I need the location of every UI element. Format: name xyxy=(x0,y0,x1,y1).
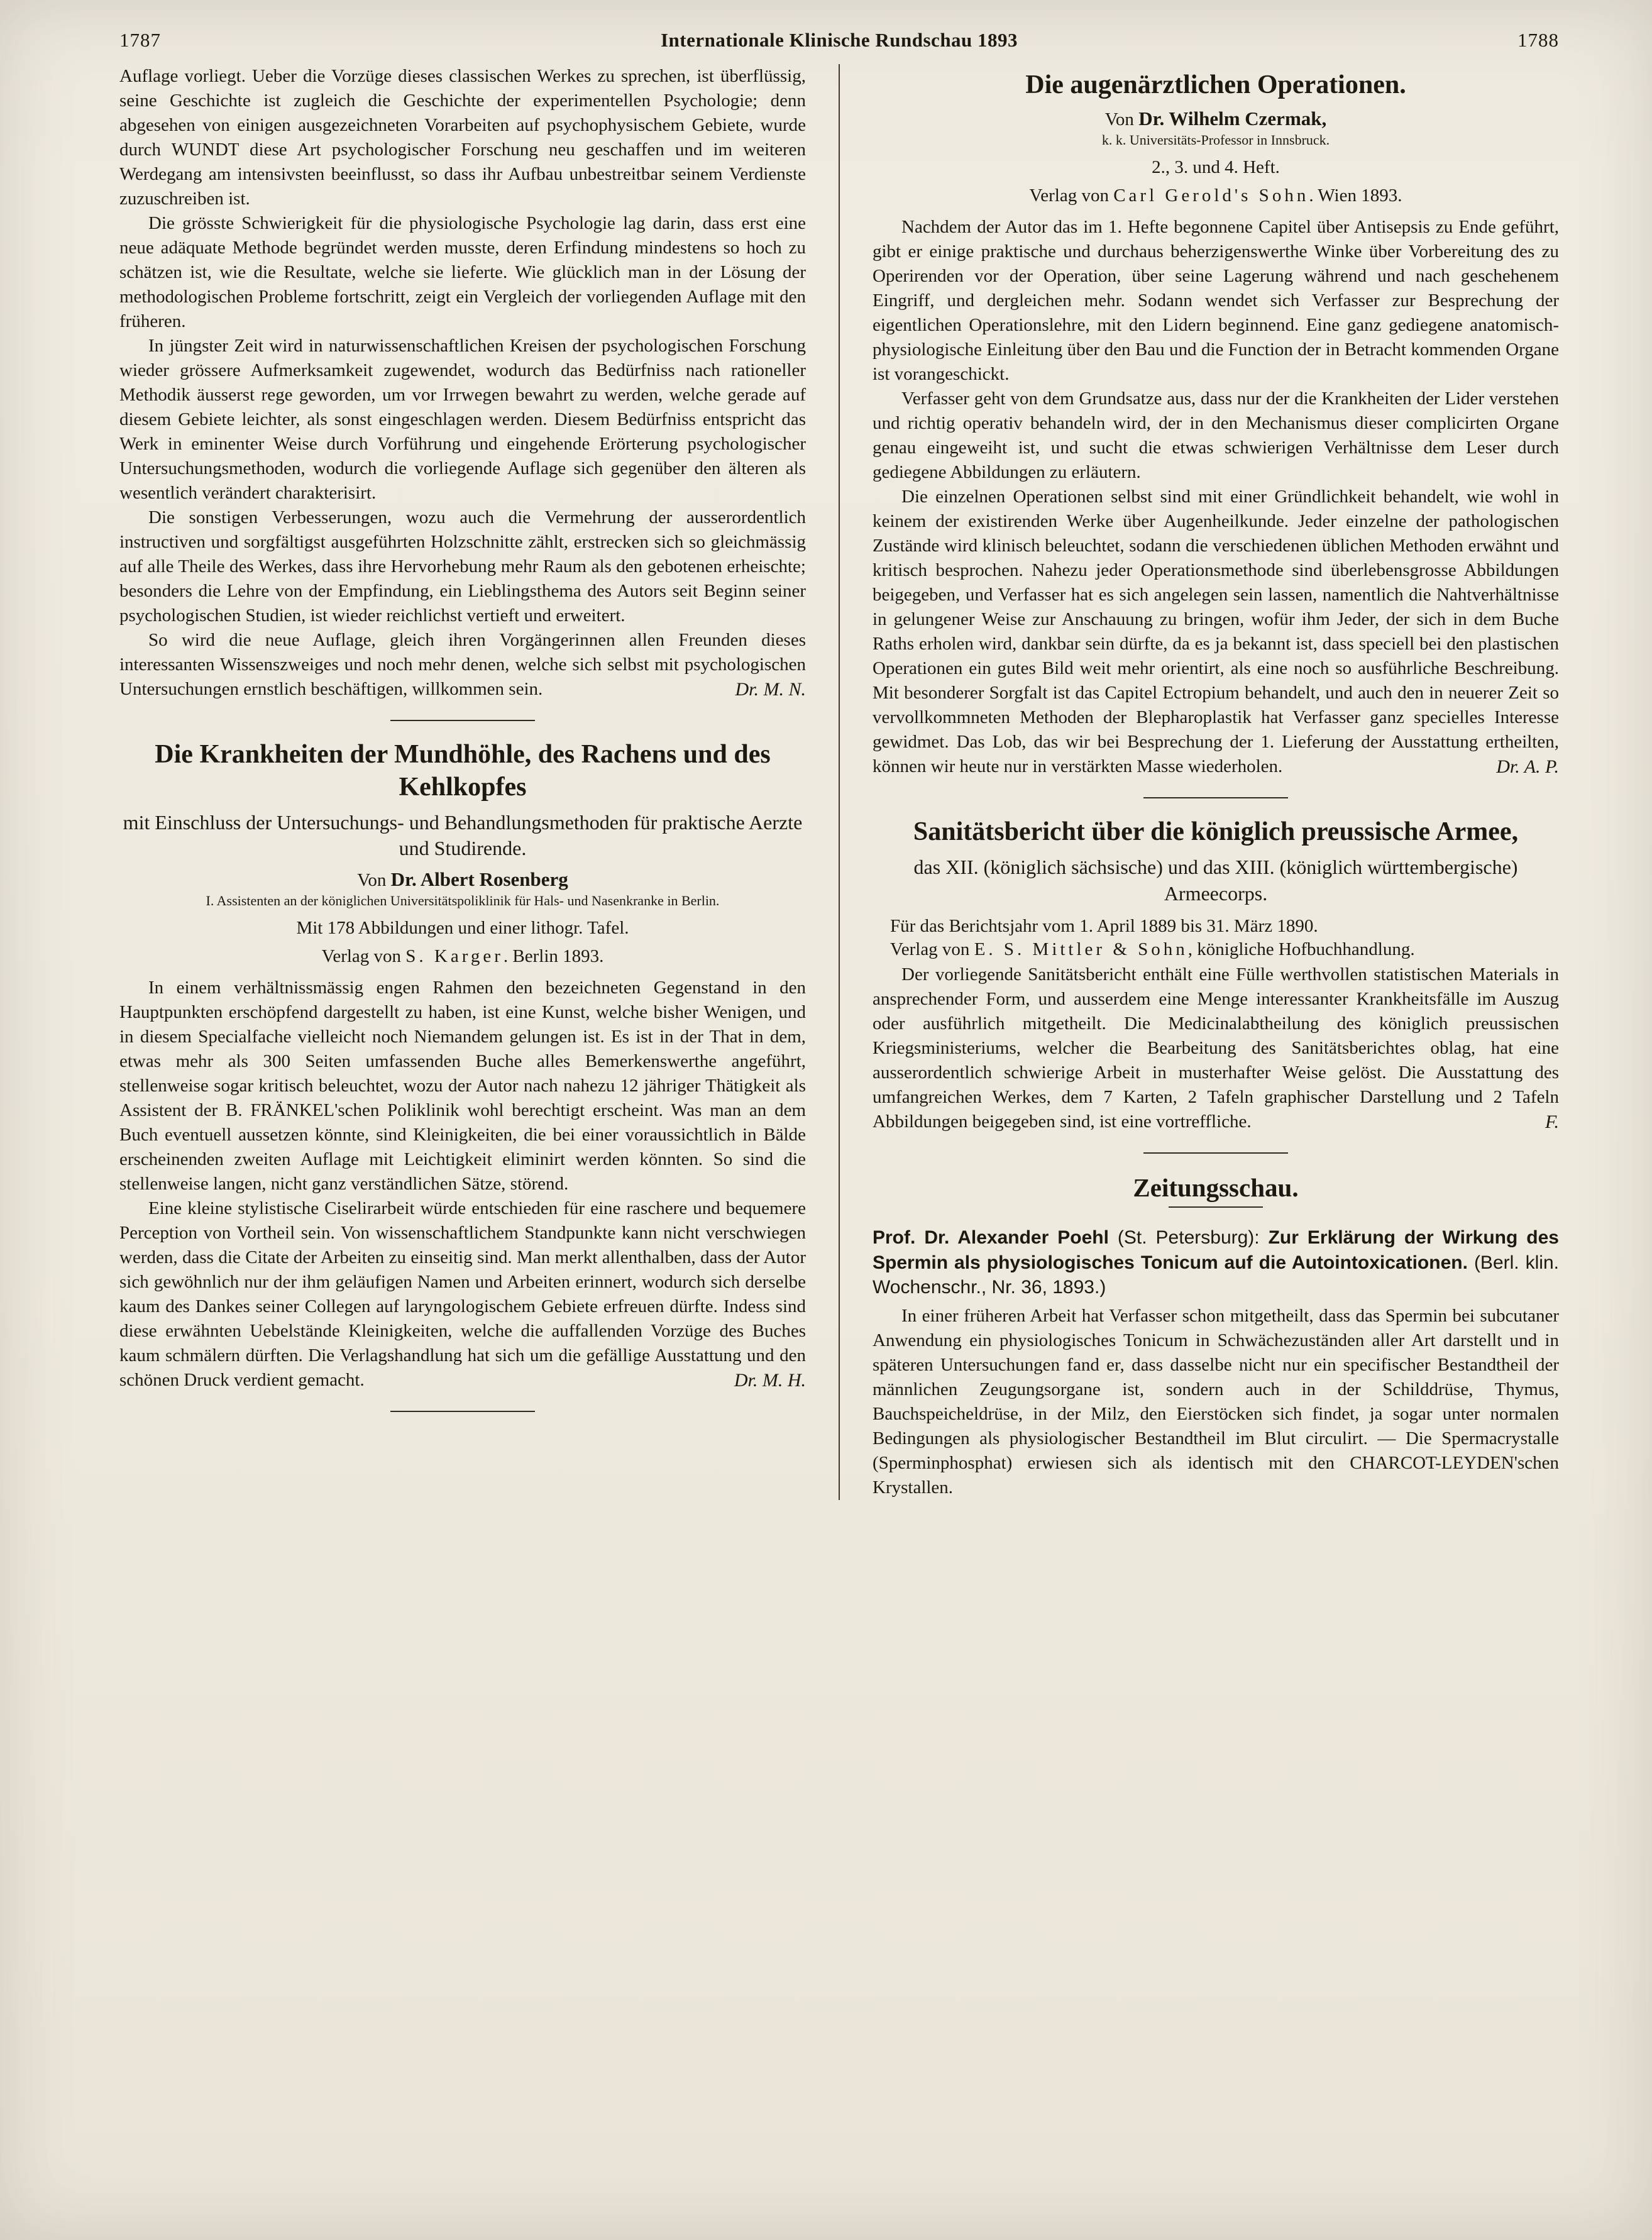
body-paragraph: In jüngster Zeit wird in naturwissenschaftlichen Kreisen der psychologischen Forschung wieder grössere Aufmerksamkeit zugewendet, wodurch das Bedürfniss nach rationeller Methodik äusserst rege geworden, um vor Irrwegen bewahrt zu werden, welche gerade auf diesem Gebiete leichter, als sonst eingeschlagen werden. Diesem Bedürfniss entspricht das Werk in eminenter Weise durch Vorführung und eingehende Erörterung psychologischer Untersuchungsmethoden, wodurch die vorliegende Auflage sich gegenüber den älteren als wesentlich verändert charakterisirt. xyxy=(119,336,806,503)
report-period: Für das Berichtsjahr vom 1. April 1889 bis 31. März 1890. xyxy=(890,915,1318,936)
paragraph-text: So wird die neue Auflage, gleich ihren Vorgängerinnen allen Freunden dieses interessanten Wissenszweiges und noch mehr denen, welche sich selbst mit psychologischen Untersuchungen ernstlich beschäftigen, willkommen sein. xyxy=(119,630,806,699)
publisher-line xyxy=(119,946,806,967)
article-mouth-throat-larynx xyxy=(119,739,806,1393)
publisher-suffix: , königliche Hofbuchhandlung. xyxy=(1187,939,1415,959)
section-divider xyxy=(1143,797,1288,798)
author-name: Dr. Wilhelm Czermak, xyxy=(1138,108,1327,130)
journal-title: Internationale Klinische Rundschau 1893 xyxy=(660,29,1018,51)
section-divider xyxy=(390,720,535,721)
publisher-line xyxy=(873,185,1559,206)
article-subtitle: mit Einschluss der Untersuchungs- und Behandlungsmethoden für praktische Aerzte und Studirende. xyxy=(123,810,803,860)
publisher-prefix: Verlag von xyxy=(890,939,974,959)
body-paragraph xyxy=(119,628,806,702)
right-column xyxy=(840,64,1559,1500)
two-column-layout xyxy=(119,64,1559,1500)
body-paragraph: Die grösste Schwierigkeit für die physiologische Psychologie lag darin, dass erst eine neue adäquate Methode begründet werden musste, deren Erfindung mindestens so hoch zu schätzen ist, wie die Resultate, welche sie lieferte. Wie glücklich man in der Lösung der methodologischen Probleme fortschritt, zeigt ein Vergleich der vorliegenden Auflage mit den früheren. xyxy=(119,213,806,331)
publisher-prefix: Verlag von xyxy=(1029,185,1114,206)
page-number-right: 1788 xyxy=(1517,29,1559,51)
body-paragraph: Die sonstigen Verbesserungen, wozu auch die Vermehrung der ausserordentlich instructiven und sorgfältigst ausgeführten Holzschnitte zählt, erstrecken sich so gleichmässig auf alle Theile des Werkes, dass ihre Hervorhebung mehr Raum als den gebotenen erheischte; besonders die Lehre von der Empfindung, ein Lieblingsthema des Autors seit Beginn seiner psychologischen Studien, ist wieder reichlichst vertieft und erweitert. xyxy=(119,507,806,626)
publisher-suffix: . Berlin 1893. xyxy=(503,946,604,966)
body-paragraph: Auflage vorliegt. Ueber die Vorzüge dieses classischen Werkes zu sprechen, ist überflüssig, seine Geschichte ist zugleich die Geschichte der experimentellen Psychologie; denn abgesehen von einigen ausgezeichneten Vorarbeiten auf psychophysischem Gebiete, wurde durch WUNDT diese Art psychologischer Forschung neu geschaffen und im weiteren Werdegang am intensivsten beeinflusst, so dass ihr Aufbau unbestreitbar seinem Verdienste zuzuschreiben ist. xyxy=(119,66,806,209)
paragraph-text: Der vorliegende Sanitätsbericht enthält eine Fülle werthvollen statistischen Materials in ansprechender Form, und ausserdem eine Menge interessanter Krankheitsfälle im Auszug oder ausführlich mitgetheilt. Die Medicinalabtheilung des königlich preussischen Kriegsministeriums, welcher die Bearbeitung des Sanitätsberichtes oblag, hat eine ausserordentlich schwierige Arbeit in musterhafter Weise gelöst. Die Ausstattung des umfangreichen Werkes, dem 7 Karten, 2 Tafeln graphischer Darstellung und 2 Tafeln Abbildungen beigegeben sind, ist eine vortreffliche. xyxy=(873,964,1559,1132)
article-title: Die augenärztlichen Operationen. xyxy=(1025,70,1406,99)
publisher-name: Carl Gerold's Sohn xyxy=(1113,185,1309,206)
publisher-name: S. Karger xyxy=(405,946,504,966)
byline-prefix: Von xyxy=(357,870,391,890)
section-divider xyxy=(1143,1152,1288,1154)
zeitungsschau-entry-head xyxy=(873,1225,1559,1300)
edition-line: 2., 3. und 4. Heft. xyxy=(1152,157,1280,177)
section-zeitungsschau xyxy=(873,1172,1559,1500)
page-number-left: 1787 xyxy=(119,29,161,51)
paragraph-text: Die einzelnen Operationen selbst sind mit einer Gründlichkeit behandelt, wie wohl in keinem der existirenden Werke über Augenheilkunde. Jeder einzelne der pathologischen Zustände wird klinisch beleuchtet, sodann die verschiedenen üblichen Methoden erwähnt und kritisch besprochen. Nahezu jeder Operationsmethode sind überlebensgrosse Abbildungen beigegeben, und Verfasser hat es sich angelegen sein lassen, namentlich die Nahtverhältnisse in gelungener Weise zur Anschauung zu bringen, wofür ihm Jeder, der sich in dem Buche Raths erholen wird, dankbar sein dürfte, da es ja bekannt ist, dass speciell bei den plastischen Operationen ein gutes Bild weit mehr orientirt, als eine noch so ausführliche Beschreibung. Mit besonderer Sorgfalt ist das Capitel Ectropium behandelt, und auch den in neuerer Zeit so vervollkommneten Methoden der Blepharoplastik hat Verfasser ganz specielles Interesse gewidmet. Das Lob, das wir bei Besprechung der 1. Lieferung der Ausstattung ertheilten, können wir heute nur in verstärkten Masse wiederholen. xyxy=(873,486,1559,776)
entry-reference: (Berl. klin. Wochenschr., Nr. 36, 1893.) xyxy=(873,1252,1559,1298)
section-divider xyxy=(390,1411,535,1412)
publisher-prefix: Verlag von xyxy=(321,946,406,966)
heading-rule xyxy=(1169,1206,1263,1208)
author-affiliation: I. Assistenten an der königlichen Universitätspoliklinik für Hals- und Nasenkranke in Berlin. xyxy=(206,893,720,908)
publisher-line xyxy=(873,939,1559,960)
publisher-suffix: . Wien 1893. xyxy=(1309,185,1402,206)
body-paragraph: Verfasser geht von dem Grundsatze aus, dass nur der die Krankheiten der Lider verstehen und richtig operativ behandeln wird, der in den Mechanismus dieser complicirten Organe genau eingeweiht ist, und sucht die etwas schwierigen Verhältnisse dem Leser durch gediegene Abbildungen zu erläutern. xyxy=(873,388,1559,482)
byline-prefix: Von xyxy=(1104,109,1139,130)
byline xyxy=(119,868,806,891)
article-psychology-review xyxy=(119,64,806,702)
body-paragraph xyxy=(873,485,1559,780)
illustrations-note: Mit 178 Abbildungen und einer lithogr. Tafel. xyxy=(296,917,629,938)
left-column xyxy=(119,64,839,1500)
entry-author: Prof. Dr. Alexander Poehl xyxy=(873,1227,1109,1248)
body-paragraph: Nachdem der Autor das im 1. Hefte begonnene Capitel über Antisepsis zu Ende geführt, gibt er einige praktische und durchaus beherzigenswerthe Winke über Vorbereitung des zu Operirenden vor der Operation, über seine Lagerung während und nach geschehenem Eingriff, und dergleichen mehr. Sodann wendet sich Verfasser zur Besprechung der eigentlichen Operationslehre, mit den Lidern beginnend. Eine ganz gediegene anatomisch-physiologische Einleitung über den Bau und die Function der in Betracht kommenden Organe ist vorangeschickt. xyxy=(873,216,1559,384)
author-affiliation: k. k. Universitäts-Professor in Innsbruck. xyxy=(1101,132,1330,148)
entry-title: Zur Erklärung der Wirkung des Spermin als physiologisches Tonicum auf die Autointoxicationen. xyxy=(873,1227,1559,1273)
article-subtitle: das XII. (königlich sächsische) und das XIII. (königlich württembergische) Armeecorps. xyxy=(913,856,1518,905)
reviewer-signature: Dr. A. P. xyxy=(1496,756,1559,777)
body-paragraph: In einem verhältnissmässig engen Rahmen den bezeichneten Gegenstand in den Hauptpunkten erschöpfend dargestellt zu haben, ist eine Kunst, welche bisher Wenigen, und in diesem Specialfache vielleicht noch Niemandem gelungen ist. Es ist in der That in dem, etwas mehr als 300 Seiten umfassenden Buche alles Bemerkenswerthe angeführt, stellenweise sogar kritisch beleuchtet, wozu der Autor nach nahezu 12 jähriger Thätigkeit als Assistent der B. FRÄNKEL'schen Poliklinik wohl berechtigt erscheint. Was man an dem Buch eventuell aussetzen könnte, sind Kleinigkeiten, die bei einer voraussichtlich in Bälde erscheinenden zweiten Auflage mit Leichtigkeit eliminirt werden könnten. So sind die stellenweise langen, nicht ganz verständlichen Sätze, störend. xyxy=(119,977,806,1194)
article-eye-operations xyxy=(873,69,1559,780)
byline xyxy=(873,108,1559,130)
article-title: Die Krankheiten der Mundhöhle, des Rachens und des Kehlkopfes xyxy=(155,740,771,802)
entry-location: (St. Petersburg): xyxy=(1108,1227,1269,1248)
publisher-name: E. S. Mittler & Sohn xyxy=(974,939,1188,959)
running-head xyxy=(119,29,1559,52)
paragraph-text: Eine kleine stylistische Ciselirarbeit würde entschieden für eine raschere und bequemere Perception von Vortheil sein. Von wissenschaftlichem Standpunkte kann nicht verschwiegen werden, dass die Citate der Arbeiten zu einseitig sind. Man merkt allenthalben, dass der Autor sich gewöhnlich nur der ihm geläufigen Namen und Arbeiten erinnert, wodurch sich derselbe kaum des Dankes seiner Collegen auf laryngologischem Gebiete erfreuen dürfte. Indess sind diese erwähnten Uebelstände Kleinigkeiten, welche die auffallenden Vorzüge des Buches kaum schmälern dürften. Die Verlagshandlung hat sich um die gefällige Ausstattung und den schönen Druck verdient gemacht. xyxy=(119,1198,806,1390)
reviewer-signature: Dr. M. H. xyxy=(734,1369,806,1391)
article-sanitaetsbericht xyxy=(873,816,1559,1135)
author-name: Dr. Albert Rosenberg xyxy=(390,868,568,890)
section-heading: Zeitungsschau. xyxy=(1133,1172,1299,1202)
reviewer-signature: F. xyxy=(1545,1111,1559,1132)
body-paragraph xyxy=(873,963,1559,1135)
body-paragraph xyxy=(119,1196,806,1393)
body-paragraph: In einer früheren Arbeit hat Verfasser schon mitgetheilt, dass das Spermin bei subcutaner Anwendung ein physiologisches Tonicum in Schwächezuständen aller Art darstellt und in späteren Untersuchungen fand er, dass dasselbe nicht nur ein specifischer Bestandtheil der männlichen Zeugungsorgane ist, sondern auch in der Schilddrüse, Thymus, Bauchspeicheldrüse, in der Milz, den Eierstöcken sich findet, ja sogar unter normalen Bedingungen als physiologischer Bestandtheil im Blut circulirt. — Die Spermacrystalle (Sperminphosphat) erwiesen sich als identisch mit den CHARCOT-LEYDEN'schen Krystallen. xyxy=(873,1305,1559,1498)
article-title: Sanitätsbericht über die königlich preussische Armee, xyxy=(913,817,1519,847)
reviewer-signature: Dr. M. N. xyxy=(735,679,806,700)
